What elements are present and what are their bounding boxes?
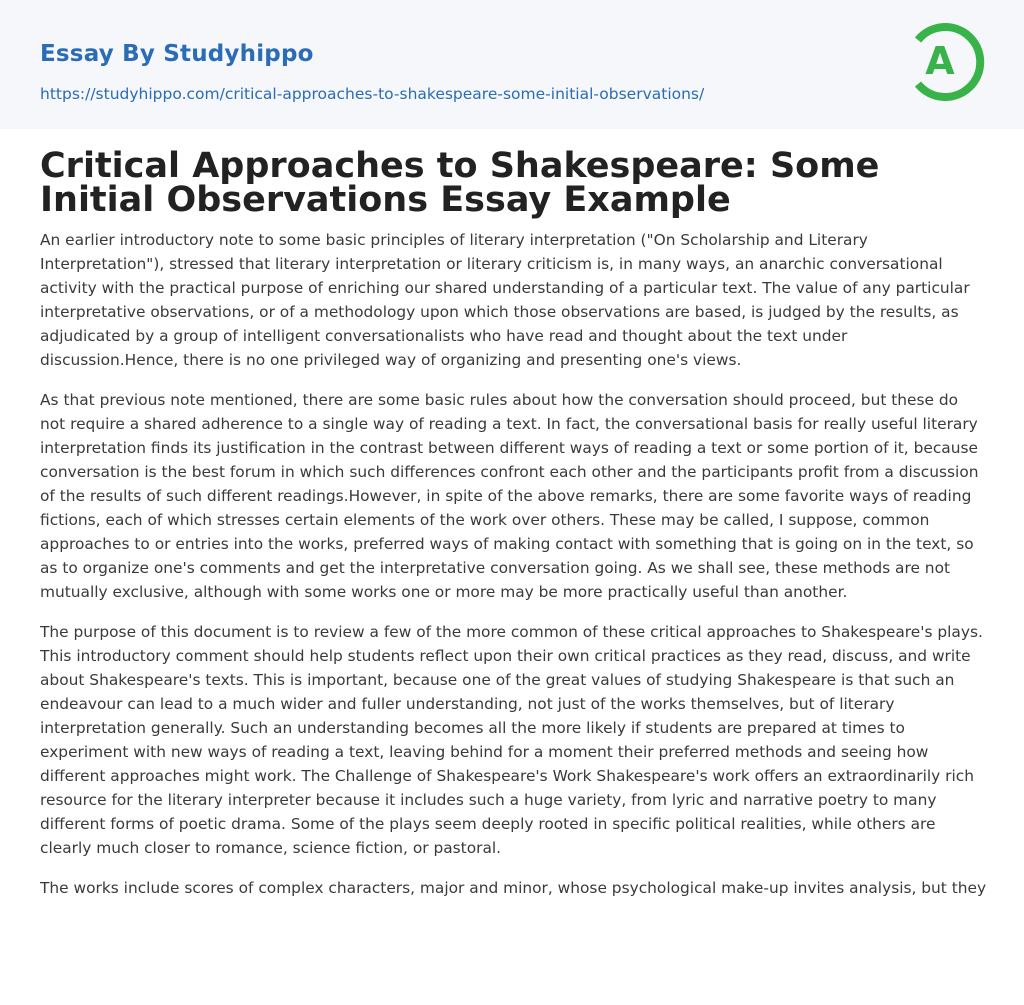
brand-title[interactable]: Essay By Studyhippo <box>40 41 314 67</box>
source-url-link[interactable]: https://studyhippo.com/critical-approaches-to-shakespeare-some-initial-observations/ <box>40 85 705 103</box>
paragraph: The works include scores of complex characters, major and minor, whose psychological make-up invites analysis, but they <box>40 879 987 897</box>
page-title: Critical Approaches to Shakespeare: Some Initial Observations Essay Example <box>40 146 880 220</box>
article-body <box>40 228 988 916</box>
logo-letter: A <box>925 39 955 83</box>
paragraph: The purpose of this document is to review a few of the more common of these critical approaches to Shakespeare's plays. This introductory comment should help students reflect upon their own critical practices as they read, discuss, and write about Shakespeare's texts. This is important, because one of the great values of studying Shakespeare is that such an endeavour can lead to a much wider and fuller understanding, not just of the works themselves, but of literary interpretation generally. Such an understanding becomes all the more likely if students are prepared at times to experiment with new ways of reading a text, leaving behind for a moment their preferred methods and seeing how different approaches might work. The Challenge of Shakespeare's Work Shakespeare's work offers an extraordinarily rich resource for the literary interpreter because it includes such a huge variety, from lyric and narrative poetry to many different forms of poetic drama. Some of the plays seem deeply rooted in specific political realities, while others are clearly much closer to romance, science fiction, or pastoral. <box>40 623 983 857</box>
paragraph: An earlier introductory note to some basic principles of literary interpretation ("On Scholarship and Literary Interpretation"), stressed that literary interpretation or literary criticism is, in many ways, an anarchic conversational activity with the practical purpose of enriching our shared understanding of a particular text. The value of any particular interpretative observations, or of a methodology upon which those observations are based, is judged by the results, as adjudicated by a group of intelligent conversationalists who have read and thought about the text under discussion.Hence, there is no one privileged way of organizing and presenting one's views. <box>40 231 970 369</box>
paragraph: As that previous note mentioned, there are some basic rules about how the conversation should proceed, but these do not require a shared adherence to a single way of reading a text. In fact, the conversational basis for really useful literary interpretation finds its justification in the contrast between different ways of reading a text or some portion of it, because conversation is the best forum in which such differences confront each other and the participants profit from a discussion of the results of such different readings.However, in spite of the above remarks, there are some favorite ways of reading fictions, each of which stresses certain elements of the work over others. These may be called, I suppose, common approaches to or entries into the works, preferred ways of making contact with something that is going on in the text, so as to organize one's comments and get the interpretative conversation going. As we shall see, these methods are not mutually exclusive, although with some works one or more may be more practically useful than another. <box>40 391 979 601</box>
